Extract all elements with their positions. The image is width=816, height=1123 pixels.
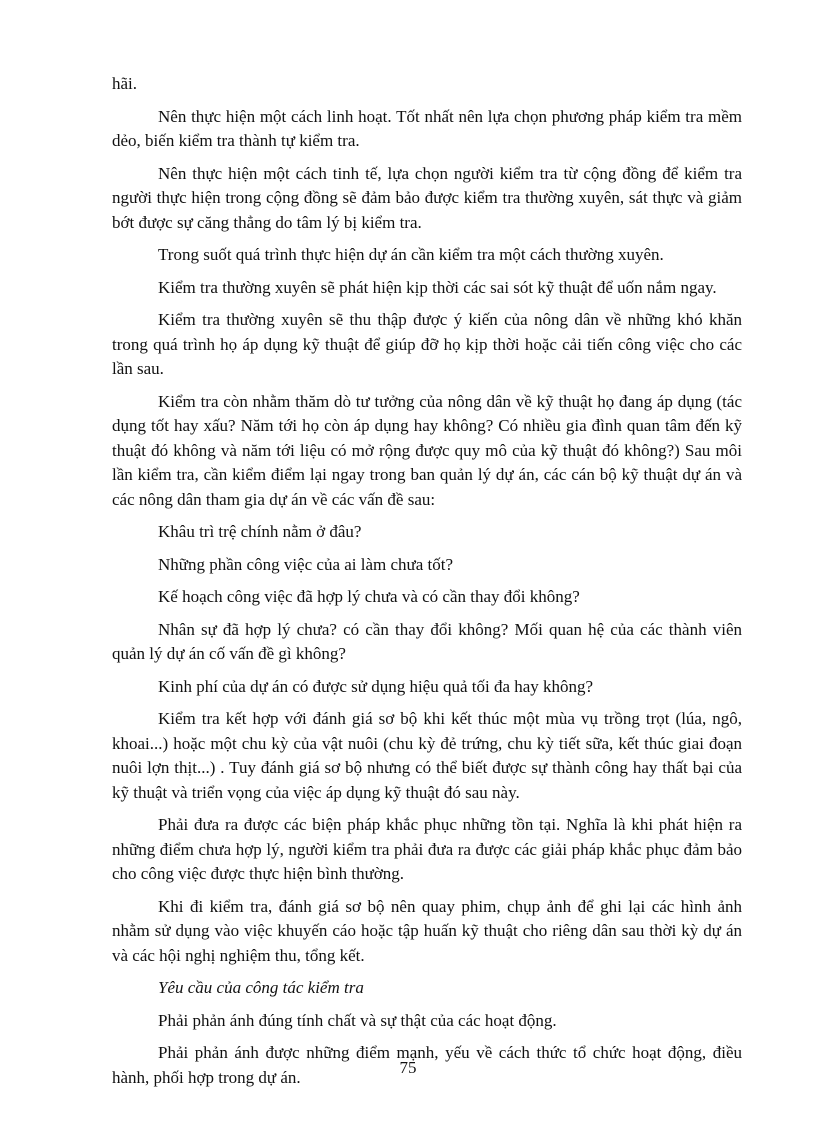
paragraph: Kiểm tra thường xuyên sẽ thu thập được ý kiến của nông dân về những khó khăn trong quá trình họ áp dụng kỹ thuật để giúp đỡ họ kịp thời hoặc cải tiến công việc cho các lần sau. [112, 310, 742, 378]
paragraph: Phải phản ánh được những điểm mạnh, yếu về cách thức tổ chức hoạt động, điều hành, phối hợp trong dự án. [112, 1043, 742, 1087]
section-heading: Yêu cầu của công tác kiểm tra [158, 978, 364, 997]
paragraph: Trong suốt quá trình thực hiện dự án cần kiểm tra một cách thường xuyên. [158, 245, 664, 264]
paragraph: Phải đưa ra được các biện pháp khắc phục những tồn tại. Nghĩa là khi phát hiện ra những điểm chưa hợp lý, người kiểm tra phải đưa ra được các giải pháp khắc phục đảm bảo cho công việc được thực hiện bình thường. [112, 815, 742, 883]
paragraph: Kế hoạch công việc đã hợp lý chưa và có cần thay đổi không? [158, 587, 580, 606]
paragraph: Kiểm tra thường xuyên sẽ phát hiện kịp thời các sai sót kỹ thuật để uốn nắm ngay. [158, 277, 717, 297]
paragraph: Nên thực hiện một cách tinh tế, lựa chọn người kiểm tra từ cộng đồng để kiểm tra người thực hiện trong cộng đồng sẽ đảm bảo được kiểm tra thường xuyên, sát thực và giảm bớt được sự căng thẳng do tâm lý bị kiểm tra. [112, 163, 742, 232]
paragraph: Kinh phí của dự án có được sử dụng hiệu quả tối đa hay không? [158, 676, 594, 696]
paragraph: Khâu trì trệ chính nằm ở đâu? [158, 522, 362, 541]
paragraph: Những phần công việc của ai làm chưa tốt? [158, 554, 454, 574]
paragraph: Nhân sự đã hợp lý chưa? có cần thay đổi không? Mối quan hệ của các thành viên quản lý dự án cố vấn đề gì không? [112, 619, 742, 663]
paragraph: Khi đi kiểm tra, đánh giá sơ bộ nên quay phim, chụp ảnh để ghi lại các hình ảnh nhằm sử dụng vào việc khuyến cáo hoặc tập huấn kỹ thuật cho riêng dân sau thời kỳ dự án và các hội nghị nghiệm thu, tổng kết. [112, 896, 742, 965]
paragraph: Phải phản ánh đúng tính chất và sự thật của các hoạt động. [158, 1010, 557, 1030]
paragraph: Nên thực hiện một cách linh hoạt. Tốt nhất nên lựa chọn phương pháp kiểm tra mềm dẻo, biến kiểm tra thành tự kiểm tra. [112, 106, 742, 150]
page-number: 75 [399, 1058, 417, 1077]
paragraph-continuation: hãi. [112, 74, 138, 93]
paragraph: Kiểm tra còn nhằm thăm dò tư tưởng của nông dân về kỹ thuật họ đang áp dụng (tác dụng tốt hay xấu? Năm tới họ còn áp dụng hay không? Có nhiều gia đình quan tâm đến kỹ thuật đó không và năm tới liệu có mở rộng được quy mô của kỹ thuật đó không?) Sau môi lần kiểm tra, cần kiểm điểm lại ngay trong ban quản lý dự án, các cán bộ kỹ thuật dự án và các nông dân tham gia dự án về các vấn đề sau: [112, 391, 742, 509]
page-body [112, 72, 742, 1098]
paragraph: Kiểm tra kết hợp với đánh giá sơ bộ khi kết thúc một mùa vụ trồng trọt (lúa, ngô, khoai...) hoặc một chu kỳ của vật nuôi (chu kỳ đẻ trứng, chu kỳ tiết sữa, kết thúc giai đoạn nuôi lợn thịt...) . Tuy đánh giá sơ bộ nhưng có thể biết được sự thành công hay thất bại của kỹ thuật và triển vọng của việc áp dụng kỹ thuật đó sau này. [112, 709, 742, 802]
